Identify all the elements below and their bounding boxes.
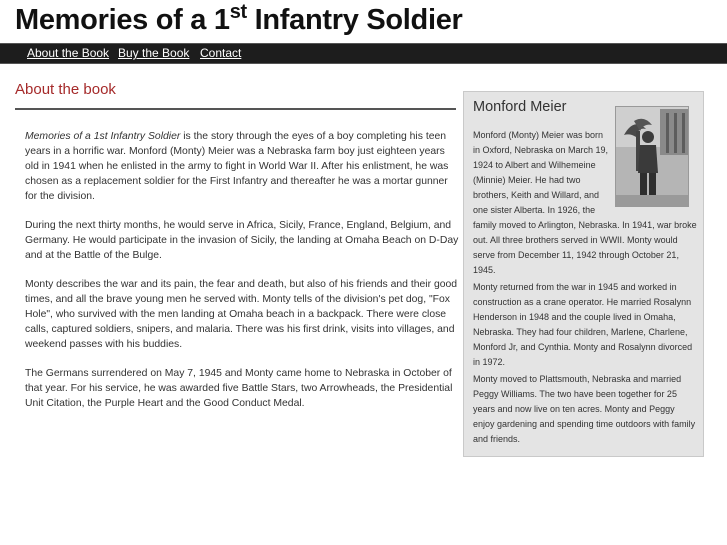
paragraph-memories: Monty describes the war and its pain, the fear and death, but also of his friends and their good times, and all the brave young men he served with. Monty tells of the division's pet dog, "Fox Hole", who survived with the men landing at Omaha beach in a backpack. There were close calls, captured soldiers, snipers, and malaria. There was his first drink, visits into villages, and weekend passes with his buddies.	[25, 279, 458, 350]
section-title: About the book	[15, 81, 116, 98]
paragraph-service: During the next thirty months, he would serve in Africa, Sicily, France, England, Belgium, and Germany. He would participate in the invasion of Sicily, the landing at Omaha Beach on D-Day and at the Battle of the Bulge.	[25, 220, 459, 261]
paragraph-intro	[25, 129, 459, 204]
sidebar-heading: Monford Meier	[473, 99, 567, 115]
main-content	[25, 129, 459, 425]
book-title: Memories of a 1st Infantry Soldier	[25, 131, 181, 142]
nav-about-the-book[interactable]: About the Book	[27, 46, 110, 60]
sidebar-paragraph-early-life	[473, 128, 697, 278]
sidebar-paragraph-after-war: Monty returned from the war in 1945 and worked in construction as a crane operator. He married Rosalynn Henderson in 1948 and the couple lived in Omaha, Nebraska. They had four children, Marlene, Charlene, Monford Jr, and Cynthia. Monty and Rosalynn divorced in 1972.	[473, 282, 693, 367]
nav-buy-the-book[interactable]: Buy the Book	[118, 46, 190, 60]
photo-wrap-spacer	[611, 128, 697, 214]
sidebar-paragraph-early-life-text: Monford (Monty) Meier was born in Oxford, Nebraska on March 19, 1924 to Albert and Wilhemeine (Minnie) Meier. He had two brothers, Keith and Willard, and one sister Alberta. In 1926, the family moved to Arlington, Nebraska. In 1941, war broke out. All three brothers served in WWII. Monty would serve from December 11, 1942 through October 21, 1945.	[473, 130, 697, 275]
section-divider	[15, 108, 456, 110]
site-title-superscript: st	[229, 1, 247, 23]
sidebar-text	[473, 128, 697, 449]
site-title	[15, 1, 463, 37]
site-title-pre: Memories of a 1	[15, 4, 230, 36]
sidebar-bio	[463, 91, 704, 457]
nav-bar	[0, 43, 727, 64]
sidebar-paragraph-present: Monty moved to Plattsmouth, Nebraska and married Peggy Williams. The two have been together for 25 years and now live on ten acres. Monty and Peggy enjoy gardening and spending time outdoors with family and friends.	[473, 374, 696, 444]
nav-contact[interactable]: Contact	[200, 46, 242, 60]
site-title-post: Infantry Soldier	[246, 4, 463, 36]
paragraph-intro-text: is the story through the eyes of a boy completing his teen years in a horrific war. Monford (Monty) Meier was a Nebraska farm boy just eighteen years old in 1941 when he enlisted in the army to fight in World War II. After his enlistment, he was chosen as a replacement soldier for the First Infantry and thereafter he was a mortar gunner for the division.	[25, 131, 449, 202]
paragraph-return: The Germans surrendered on May 7, 1945 and Monty came home to Nebraska in October of that year. For his service, he was awarded five Battle Stars, two Arrowheads, the Presidential Unit Citation, the Purple Heart and the Good Conduct Medal.	[25, 368, 453, 409]
